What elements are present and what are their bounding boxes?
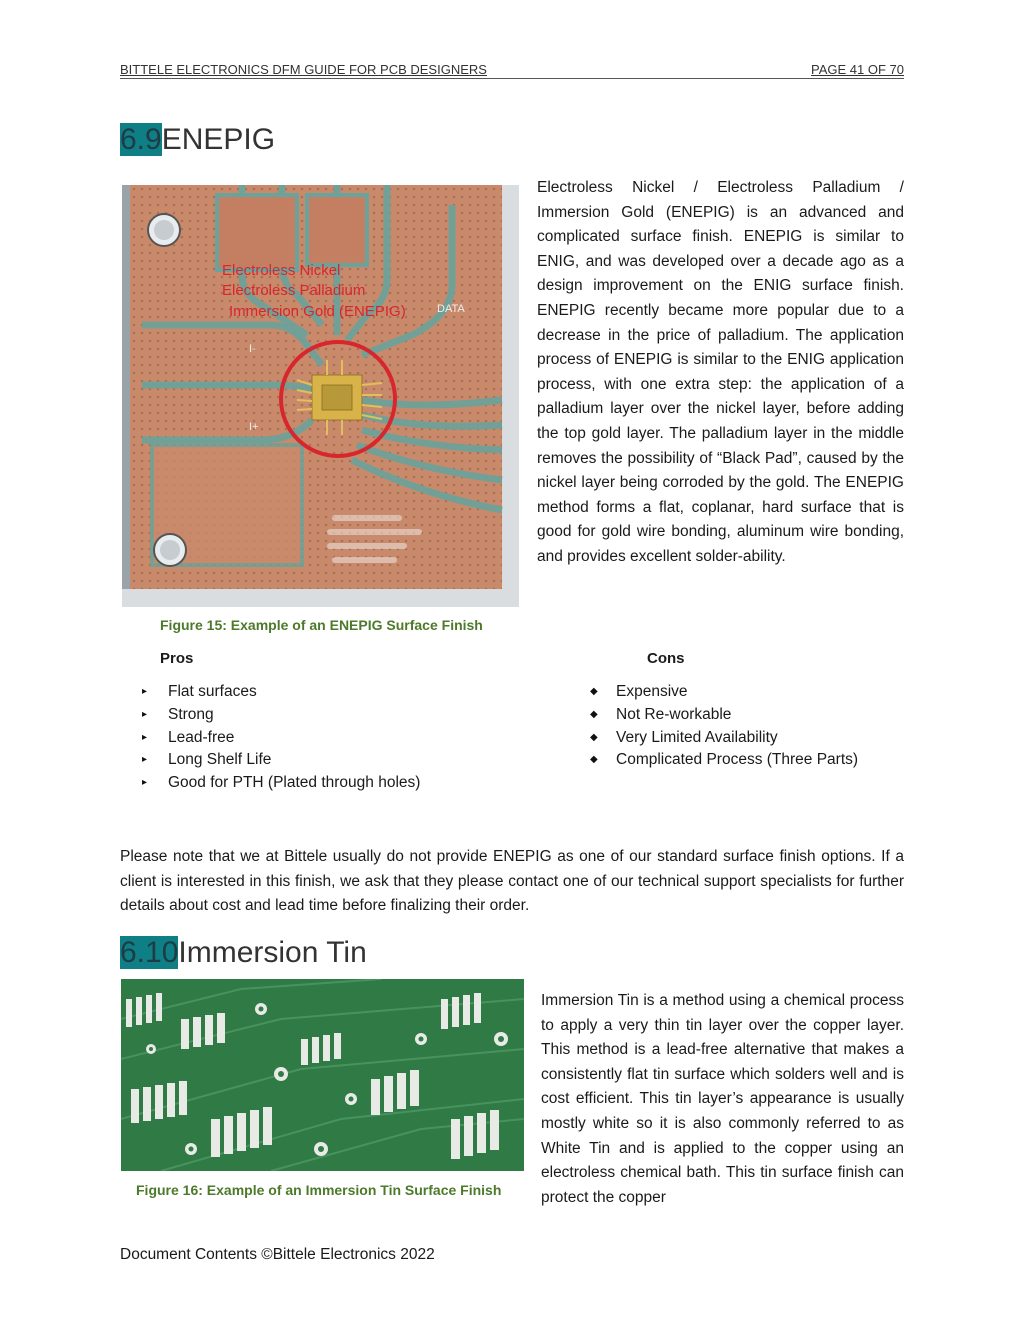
list-item: ▸ Good for PTH (Plated through holes) (120, 772, 420, 795)
cons-heading: Cons (647, 650, 685, 667)
list-item: ▸ Long Shelf Life (120, 749, 420, 772)
enepig-description: Electroless Nickel / Electroless Palladium / Immersion Gold (ENEPIG) is an advanced and complicated surface finish. ENEPIG is similar to ENIG, and was developed over a decade ago as a design improvement on the ENIG surface finish. ENEPIG recently became more popular due to a decrease in the price of palladium. The application process of ENEPIG is similar to the ENIG application process, with one extra step: the application of a palladium layer over the nickel layer, before adding the top gold layer. The palladium layer in the middle removes the possibility of “Black Pad”, caused by the nickel layer being corroded by the gold. The ENEPIG method forms a flat, coplanar, hard surface that is good for gold wire bonding, aluminum wire bonding, and provides excellent solder-ability. (537, 179, 904, 565)
triangle-right-icon: ▸ (142, 731, 148, 743)
enepig-board-image (122, 185, 519, 607)
page-header (120, 60, 904, 79)
header-doc-title: BITTELE ELECTRONICS DFM GUIDE FOR PCB DESIGNERS (120, 62, 487, 77)
figure-caption-16: Figure 16: Example of an Immersion Tin Surface Finish (136, 1182, 502, 1198)
list-item: ▸ Strong (120, 704, 420, 727)
section-title: ENEPIG (161, 123, 276, 156)
diamond-icon: ◆ (590, 731, 598, 743)
list-item: ▸ Flat surfaces (120, 681, 420, 704)
triangle-right-icon: ▸ (142, 708, 148, 720)
diamond-icon: ◆ (590, 686, 598, 697)
pros-list (120, 681, 420, 795)
pros-heading: Pros (160, 650, 194, 667)
cons-list (568, 681, 858, 772)
silk-iminus: I- (249, 343, 256, 355)
triangle-right-icon: ▸ (142, 754, 148, 766)
diamond-icon: ◆ (590, 754, 598, 766)
page-footer: Document Contents ©Bittele Electronics 2022 (120, 1246, 435, 1263)
section-heading-immersion-tin (120, 933, 367, 973)
list-item: ◆ Not Re-workable (568, 704, 858, 727)
list-item: ◆ Expensive (568, 681, 858, 704)
header-page-number: PAGE 41 OF 70 (811, 62, 904, 77)
triangle-right-icon: ▸ (142, 686, 148, 697)
list-item: ◆ Very Limited Availability (568, 727, 858, 750)
silk-data: DATA (437, 303, 465, 315)
section-number: 6.9 (120, 123, 162, 156)
immersion-tin-description: Immersion Tin is a method using a chemical process to apply a very thin tin layer over the copper layer. This method is a lead-free alternative that makes a consistently flat tin surface which solders well and is cost efficient. This tin layer’s appearance is usually mostly white so it is also commonly referred to as White Tin and is applied to the copper using an electroless chemical bath. This tin surface finish can protect the copper (541, 992, 904, 1206)
list-item: ▸ Lead-free (120, 727, 420, 750)
silk-iplus: I+ (249, 421, 259, 433)
section-heading-enepig (120, 120, 275, 160)
figure-label-nickel: Electroless Nickel (222, 262, 341, 279)
immersion-tin-board-image (121, 979, 524, 1171)
section-number: 6.10 (120, 936, 179, 969)
figure-caption-15: Figure 15: Example of an ENEPIG Surface Finish (160, 617, 483, 633)
list-item: ◆ Complicated Process (Three Parts) (568, 749, 858, 772)
figure-label-gold: Immersion Gold (ENEPIG) (229, 303, 406, 320)
section-title: Immersion Tin (178, 936, 367, 969)
diamond-icon: ◆ (590, 708, 598, 720)
figure-label-palladium: Electroless Palladium (222, 282, 366, 299)
triangle-right-icon: ▸ (142, 777, 148, 789)
enepig-note: Please note that we at Bittele usually do not provide ENEPIG as one of our standard surface finish options. If a client is interested in this finish, we ask that they please contact one of our technical support specialists for further details about cost and lead time before finalizing their order. (120, 848, 904, 915)
